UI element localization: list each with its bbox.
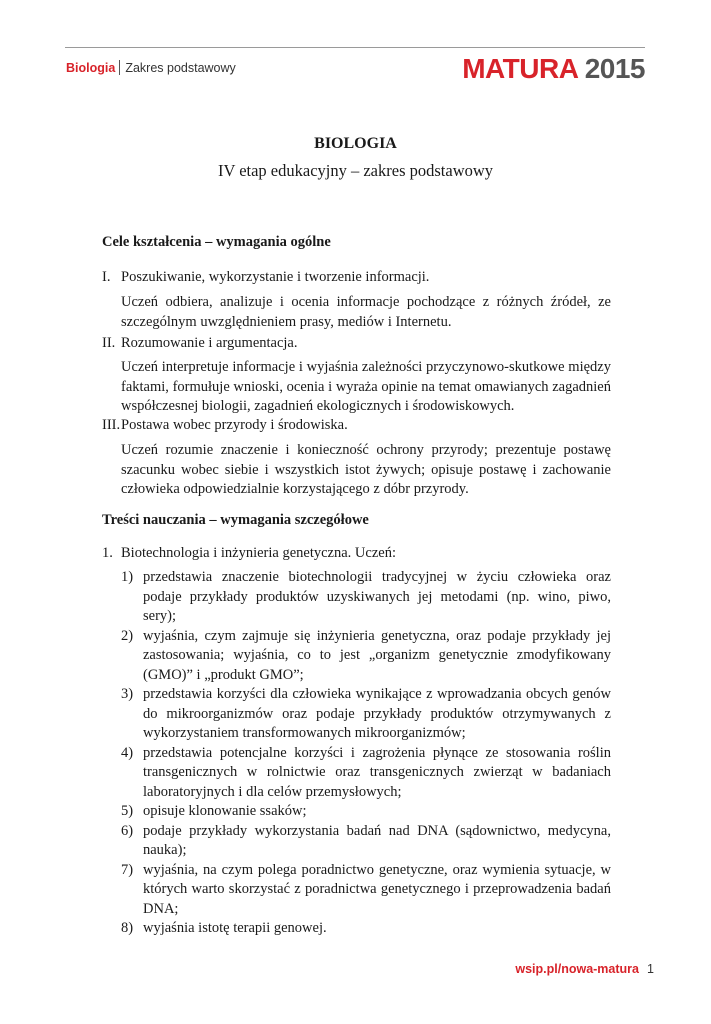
- list-item-text: opisuje klonowanie ssaków;: [143, 803, 307, 819]
- list-item-number: 3): [121, 686, 134, 702]
- list-item-number: 2): [121, 627, 134, 644]
- header-subject: Biologia: [66, 61, 116, 75]
- list-item-text: przedstawia potencjalne korzyści i zagrożenia płynące ze stosowania roślin transgenicznych w rolnictwie oraz transgenicznych zwierząt w badaniach laboratoryjnych i dla celów przemysłowych;: [143, 744, 611, 800]
- general-item-number: III.: [102, 417, 121, 433]
- general-item-title: Postawa wobec przyrody i środowiska.: [121, 417, 348, 433]
- list-item-number: 4): [121, 744, 134, 761]
- list-item: [121, 744, 611, 803]
- list-item-text: wyjaśnia, na czym polega poradnictwo genetyczne, oraz wymienia sytuacje, w których warto skorzystać z poradnictwa genetycznego i przeprowadzenia badań DNA;: [143, 861, 611, 917]
- header-subject-scope: [66, 60, 236, 75]
- general-item-title: Rozumowanie i argumentacja.: [121, 335, 298, 351]
- list-item: [121, 861, 611, 920]
- general-item-number: II.: [102, 335, 116, 351]
- page-number: 1: [647, 962, 654, 976]
- general-item-description: Uczeń interpretuje informacje i wyjaśnia zależności przyczynowo-skutkowe między faktami, formułuje wnioski, ocenia i wyraża opinie na temat omawianych zagadnień współczesnej biologii, zagadnień ekologicznych i środowiskowych.: [121, 359, 611, 414]
- general-heading: Cele kształcenia – wymagania ogólne: [102, 234, 331, 250]
- header-divider: [119, 60, 120, 75]
- list-item: [121, 919, 611, 939]
- header-rule: [65, 47, 645, 48]
- logo-brand: MATURA: [462, 53, 578, 84]
- list-item-text: wyjaśnia, czym zajmuje się inżynieria genetyczna, oraz podaje przykłady jej zastosowania; wyjaśnia, co to jest „organizm genetycznie zmodyfikowany (GMO)” i „produkt GMO”;: [143, 627, 611, 683]
- page-title: BIOLOGIA: [314, 135, 397, 152]
- list-item-text: przedstawia korzyści dla człowieka wynikające z wprowadzania obcych genów do mikroorganizmów oraz podaje przykłady produktów otrzymywanych z wykorzystaniem transformowanych mikroorganizmów;: [143, 686, 611, 741]
- list-item: [121, 822, 611, 861]
- header-scope: Zakres podstawowy: [125, 61, 236, 75]
- list-item-number: 7): [121, 861, 134, 878]
- footer-link[interactable]: wsip.pl/nowa-matura: [515, 962, 639, 976]
- topic-number: 1.: [102, 545, 113, 561]
- logo-year: 2015: [584, 53, 645, 84]
- detailed-heading: Treści nauczania – wymagania szczegółowe: [102, 512, 369, 528]
- general-item-title: Poszukiwanie, wykorzystanie i tworzenie informacji.: [121, 269, 430, 285]
- general-item-number: I.: [102, 269, 111, 285]
- list-item: [121, 568, 611, 627]
- list-item: [121, 627, 611, 686]
- list-item-text: przedstawia znaczenie biotechnologii tradycyjnej w życiu człowieka oraz podaje przykłady produktów uzyskiwanych jej metodami (np. wino, piwo, sery);: [143, 569, 611, 624]
- list-item: [121, 685, 611, 744]
- requirements-list: [121, 568, 611, 939]
- page-subtitle: IV etap edukacyjny – zakres podstawowy: [217, 161, 494, 180]
- list-item-text: wyjaśnia istotę terapii genowej.: [143, 920, 327, 936]
- general-item-description: Uczeń odbiera, analizuje i ocenia informacje pochodzące z różnych źródeł, ze szczególnym uwzględnieniem prasy, mediów i Internetu.: [121, 294, 611, 330]
- list-item: [121, 802, 611, 822]
- list-item-text: podaje przykłady wykorzystania badań nad DNA (sądownictwo, medycyna, nauka);: [143, 822, 611, 858]
- list-item-number: 6): [121, 822, 134, 839]
- list-item-number: 8): [121, 920, 134, 936]
- list-item-number: 1): [121, 569, 134, 585]
- matura-logo: [462, 53, 645, 85]
- topic-title: Biotechnologia i inżynieria genetyczna. Uczeń:: [121, 545, 396, 561]
- list-item-number: 5): [121, 803, 134, 819]
- general-item-description: Uczeń rozumie znaczenie i konieczność ochrony przyrody; prezentuje postawę szacunku wobec siebie i wszystkich istot żywych; opisuje postawę i zachowanie człowieka odpowiedzialnie korzystającego z dóbr przyrody.: [121, 442, 611, 497]
